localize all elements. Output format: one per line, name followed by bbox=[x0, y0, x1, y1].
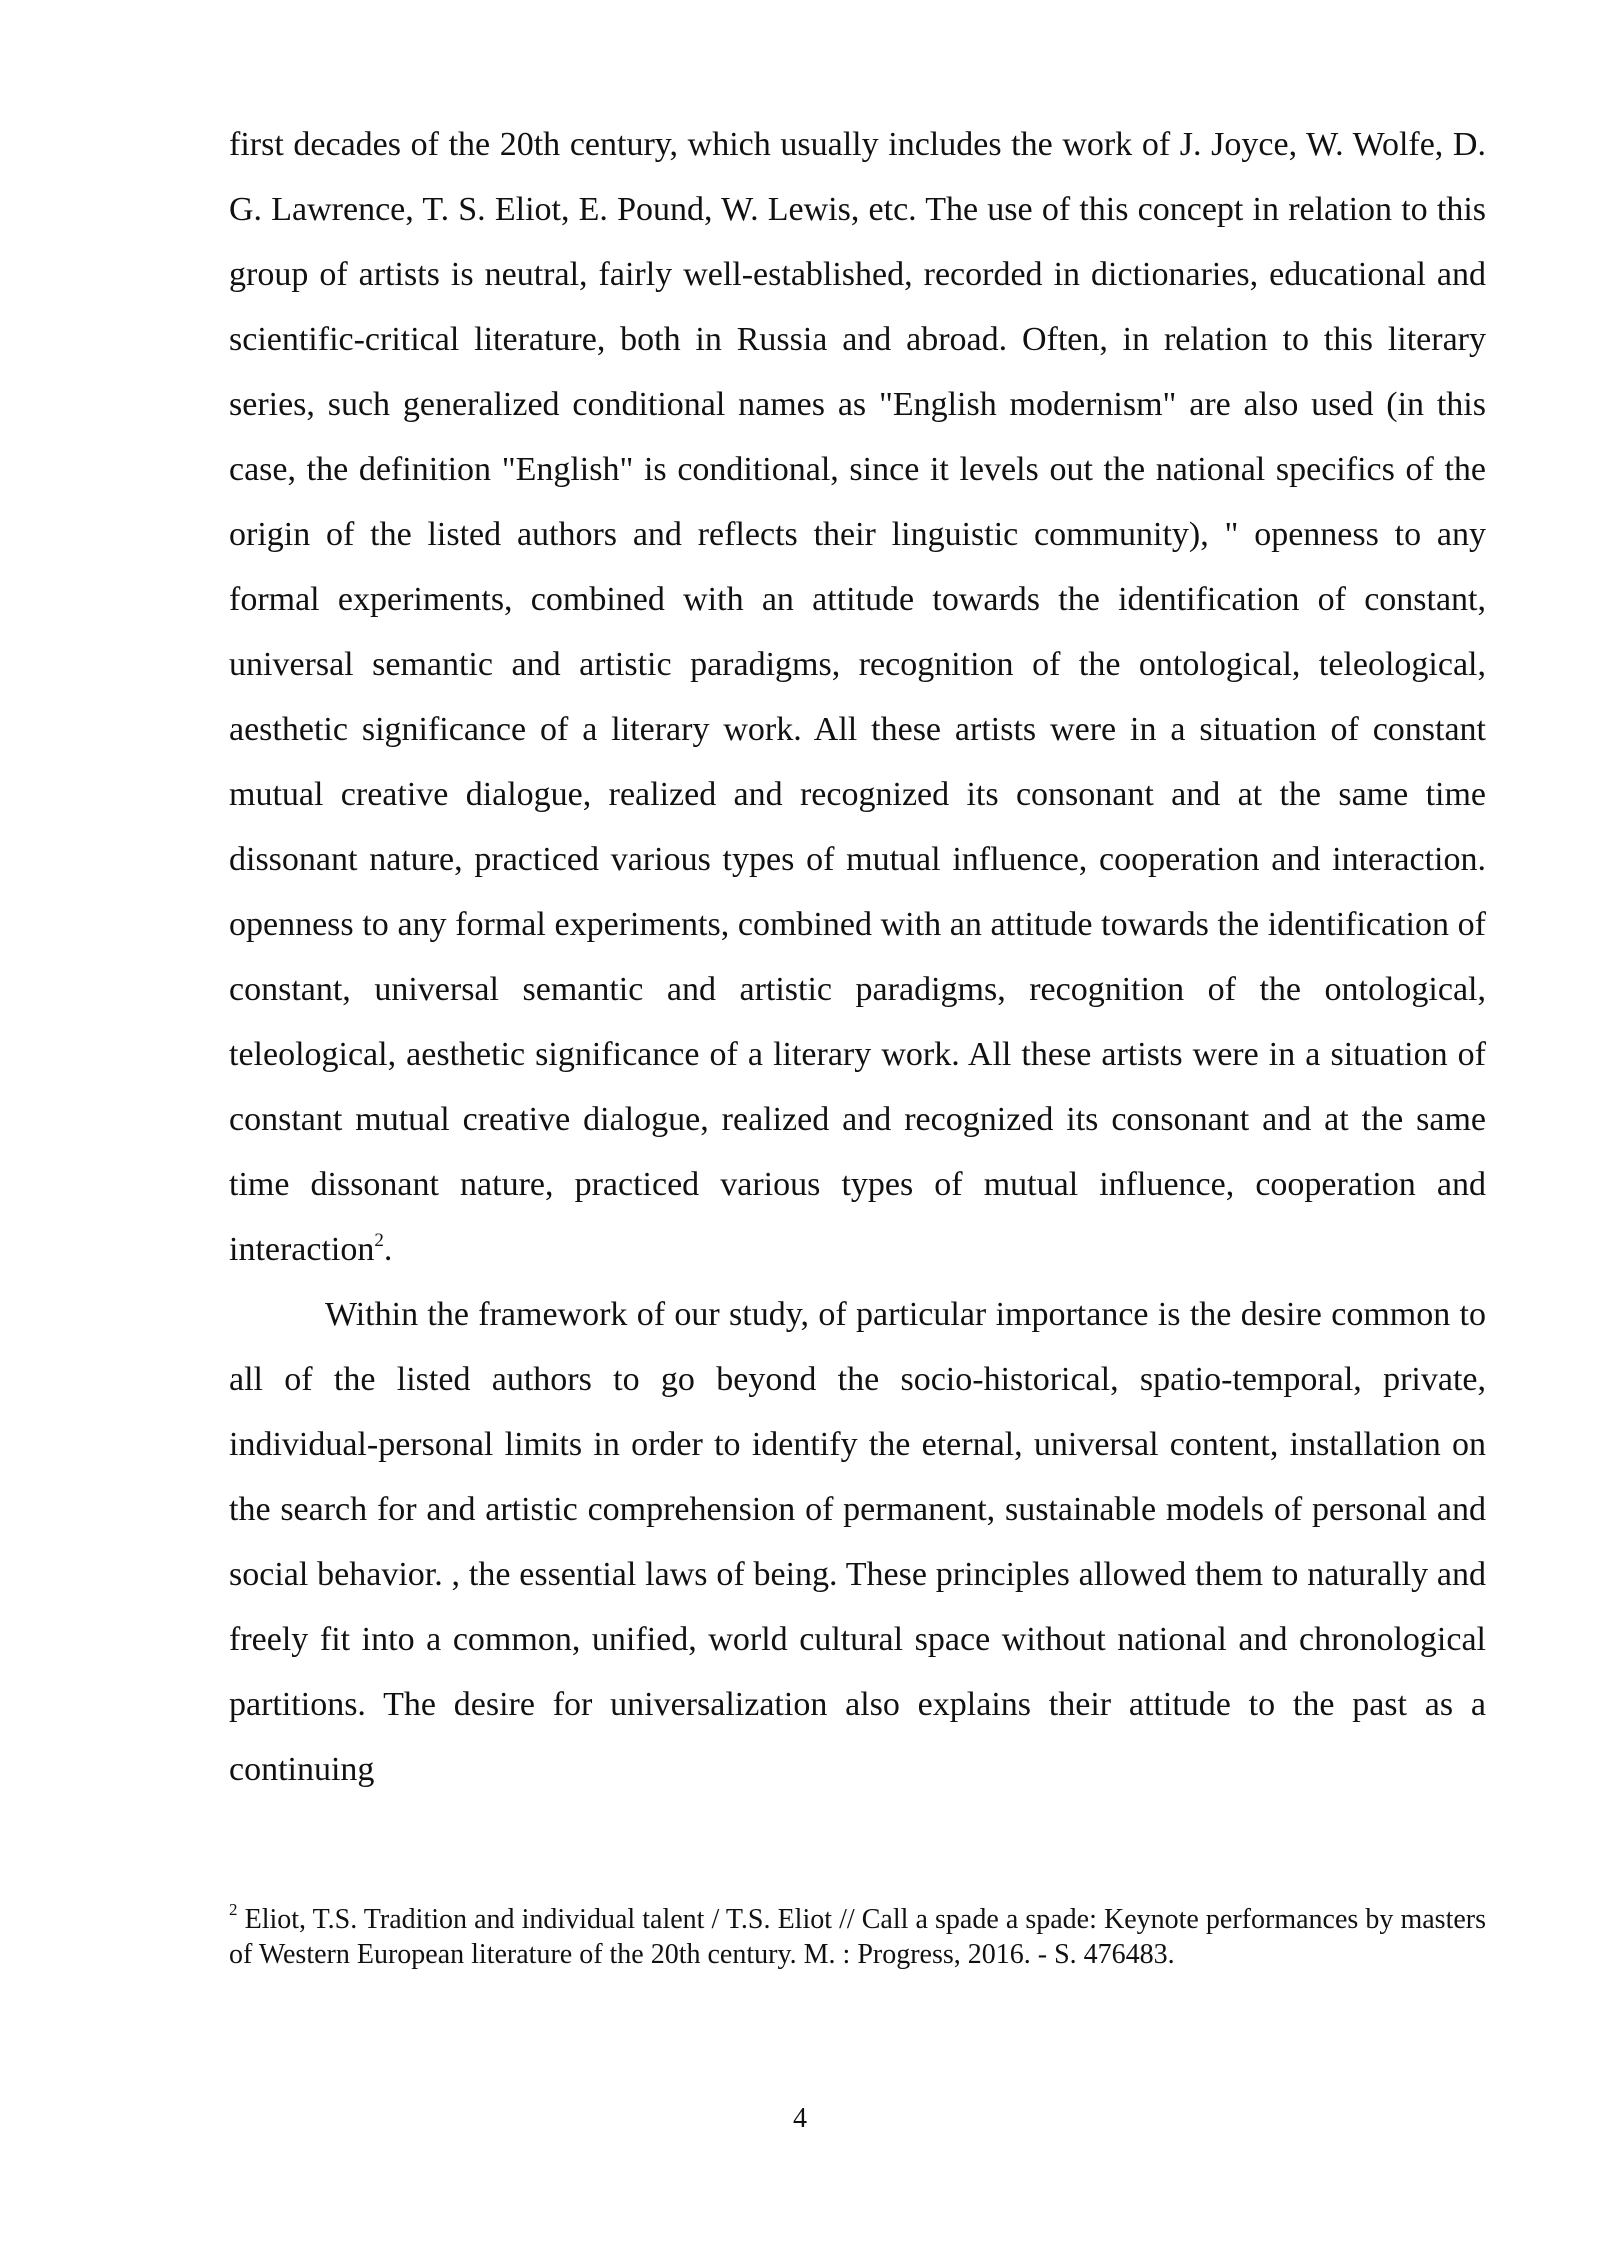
page-number: 4 bbox=[793, 2103, 807, 2134]
footnote-reference[interactable]: 2 bbox=[374, 1229, 384, 1251]
paragraph-1-text: first decades of the 20th century, which usually includes the work of J. Joyce, W. Wolfe, D. G. Lawrence, T. S. Eliot, E. Pound, W. Lewis, etc. The use of this concept in relation to this group of artists is neutral, fairly well-established, recorded in dictionaries, educational and scientific-critical literature, both in Russia and abroad. Often, in relation to this literary series, such generalized conditional names as "English modernism" are also used (in this case, the definition "English" is conditional, since it levels out the national specifics of the origin of the listed authors and reflects their linguistic community), " openness to any formal experiments, combined with an attitude towards the identification of constant, universal semantic and artistic paradigms, recognition of the ontological, teleological, aesthetic significance of a literary work. All these artists were in a situation of constant mutual creative dialogue, realized and recognized its consonant and at the same time dissonant nature, practiced various types of mutual influence, cooperation and interaction. openness to any formal experiments, combined with an attitude towards the identification of constant, universal semantic and artistic paradigms, recognition of the ontological, teleological, aesthetic significance of a literary work. All these artists were in a situation of constant mutual creative dialogue, realized and recognized its consonant and at the same time dissonant nature, practiced various types of mutual influence, cooperation and interaction bbox=[229, 126, 1486, 1268]
paragraph-2: Within the framework of our study, of particular importance is the desire common to all of the listed authors to go beyond the socio-historical, spatio-temporal, private, individual-personal limits in order to identify the eternal, universal content, installation on the search for and artistic comprehension of permanent, sustainable models of personal and social behavior. , the essential laws of being. These principles allowed them to naturally and freely fit into a common, unified, world cultural space without national and chronological partitions. The desire for universalization also explains their attitude to the past as a continuing bbox=[229, 1296, 1486, 1788]
footnote-text: Eliot, T.S. Tradition and individual talent / T.S. Eliot // Call a spade a spade: Keynote performances by masters of Western European literature of the 20th century. M. : Progress, 2016. - S. 476483. bbox=[229, 1904, 1486, 1970]
body-text bbox=[229, 112, 1486, 1802]
footnote bbox=[229, 1899, 1486, 1972]
footnote-marker: 2 bbox=[229, 1899, 238, 1919]
paragraph-1-ending: . bbox=[383, 1231, 393, 1268]
paragraph-1 bbox=[229, 112, 1486, 1282]
